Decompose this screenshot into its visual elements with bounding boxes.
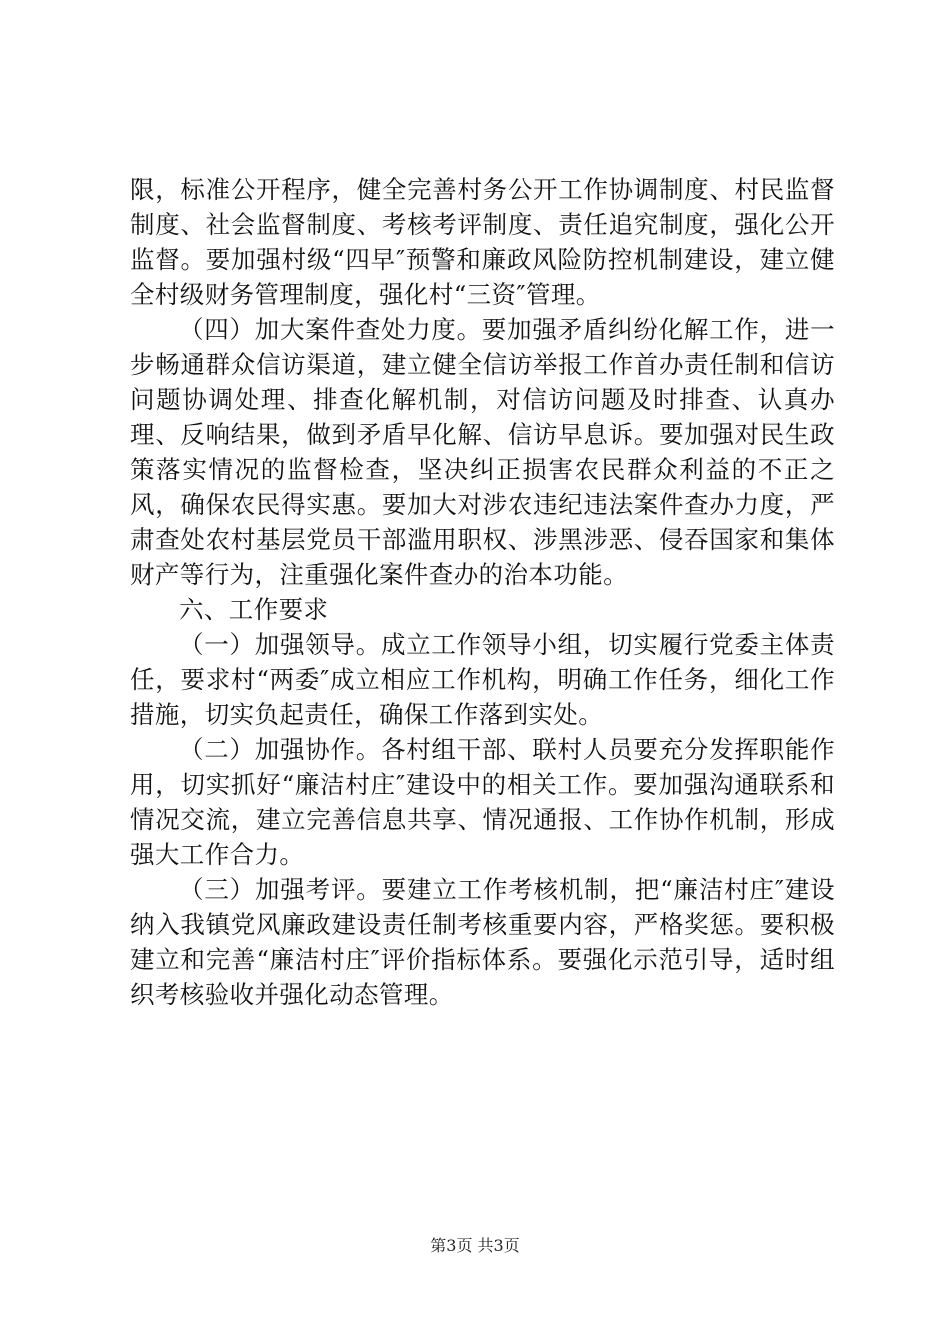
- paragraph-leadership: （一）加强领导。成立工作领导小组，切实履行党委主体责任，要求村“两委″成立相应工作机构，明确工作任务，细化工作措施，切实负起责任，确保工作落到实处。: [130, 630, 835, 729]
- paragraph-continuation: 限，标准公开程序，健全完善村务公开工作协调制度、村民监督制度、社会监督制度、考核考评制度、责任追究制度，强化公开监督。要加强村级“四早″预警和廉政风险防控机制建设，建立健全村级财务管理制度，强化村“三资″管理。: [130, 175, 835, 309]
- paragraph-evaluation: （三）加强考评。要建立工作考核机制，把“廉洁村庄″建设纳入我镇党风廉政建设责任制考核重要内容，严格奖惩。要积极建立和完善“廉洁村庄″评价指标体系。要强化示范引导，适时组织考核验收并强化动态管理。: [130, 875, 835, 1009]
- document-body: [130, 172, 835, 1012]
- page-number-label: 第3页 共3页: [430, 1236, 520, 1255]
- paragraph-case-handling: （四）加大案件查处力度。要加强矛盾纠纷化解工作，进一步畅通群众信访渠道，建立健全信访举报工作首办责任制和信访问题协调处理、排查化解机制，对信访问题及时排查、认真办理、反响结果，做到矛盾早化解、信访早息诉。要加强对民生政策落实情况的监督检查，坚决纠正损害农民群众利益的不正之风，确保农民得实惠。要加大对涉农违纪违法案件查办力度，严肃查处农村基层党员干部滥用职权、涉黑涉恶、侵吞国家和集体财产等行为，注重强化案件查办的治本功能。: [130, 315, 835, 589]
- paragraph-cooperation: （二）加强协作。各村组干部、联村人员要充分发挥职能作用，切实抓好“廉洁村庄″建设中的相关工作。要加强沟通联系和情况交流，建立完善信息共享、情况通报、工作协作机制，形成强大工作合力。: [130, 735, 835, 869]
- page-footer: [0, 1235, 950, 1257]
- section-heading-work-requirements: 六、工作要求: [179, 595, 329, 624]
